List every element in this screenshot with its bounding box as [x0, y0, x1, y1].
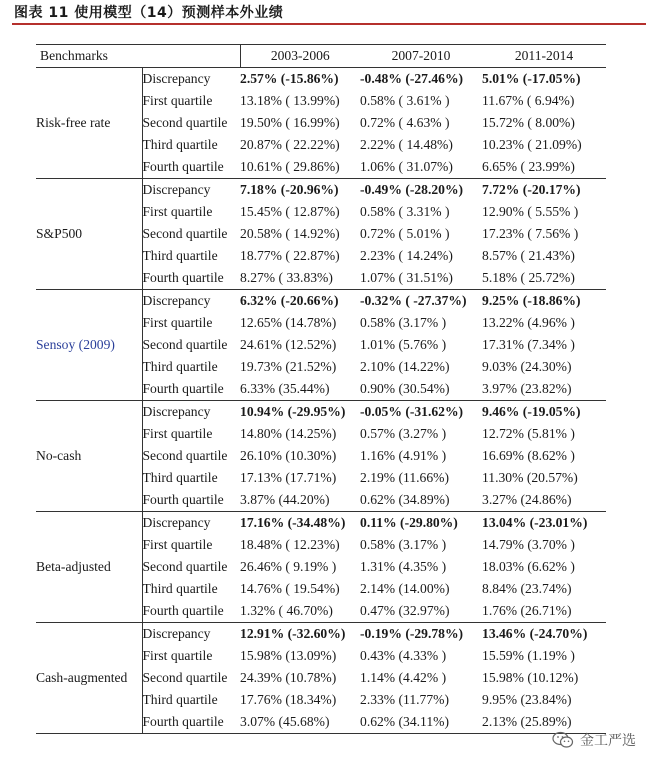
value-cell: 3.07% (45.68%): [240, 711, 360, 734]
value-cell: 1.16% (4.91% ): [360, 448, 447, 463]
value-cell: 7.18% (-20.96%): [240, 182, 339, 197]
value-cell: 2.57% (-15.86%): [240, 71, 339, 86]
metric-label: Second quartile: [142, 337, 228, 352]
caption-divider: [12, 23, 646, 25]
value-cell: 1.01% (5.76% ): [360, 337, 447, 352]
benchmark-name: Cash-augmented: [36, 623, 142, 734]
table-row: [36, 401, 606, 424]
value-cell: 2.19% (11.66%): [360, 470, 449, 485]
metric-label: Discrepancy: [142, 293, 211, 308]
metric-label: Discrepancy: [142, 404, 211, 419]
value-cell: 1.31% (4.35% ): [360, 559, 447, 574]
value-cell: 17.76% (18.34%): [240, 692, 337, 707]
value-cell: 8.27% ( 33.83%): [240, 267, 360, 290]
value-cell: 1.76% (26.71%): [482, 600, 606, 623]
wechat-icon: [552, 731, 574, 749]
value-cell: 15.59% (1.19% ): [482, 648, 575, 663]
value-cell: 26.10% (10.30%): [240, 448, 337, 463]
value-cell: 2.13% (25.89%): [482, 711, 606, 734]
value-cell: 2.23% ( 14.24%): [360, 248, 453, 263]
value-cell: 0.90% (30.54%): [360, 378, 482, 401]
value-cell: 10.94% (-29.95%): [240, 404, 346, 419]
table-row: [36, 290, 606, 313]
value-cell: 19.73% (21.52%): [240, 359, 337, 374]
value-cell: 7.72% (-20.17%): [482, 182, 581, 197]
figure-caption: 图表 11 使用模型（14）预测样本外业绩: [14, 5, 284, 21]
value-cell: 12.72% (5.81% ): [482, 426, 575, 441]
value-cell: 0.72% ( 4.63% ): [360, 115, 450, 130]
metric-label: Discrepancy: [142, 71, 211, 86]
value-cell: 19.50% ( 16.99%): [240, 115, 340, 130]
table-row: [36, 179, 606, 202]
value-cell: 3.87% (44.20%): [240, 489, 360, 512]
metric-label: Third quartile: [142, 470, 218, 485]
metric-label: Fourth quartile: [142, 711, 240, 734]
metric-label: Fourth quartile: [142, 156, 240, 179]
value-cell: 17.31% (7.34% ): [482, 337, 575, 352]
value-cell: -0.05% (-31.62%): [360, 404, 464, 419]
header-period-3: 2011-2014: [482, 45, 606, 68]
metric-label: Third quartile: [142, 248, 218, 263]
header-period-1: 2003-2006: [240, 45, 360, 68]
value-cell: 12.90% ( 5.55% ): [482, 204, 579, 219]
value-cell: 24.39% (10.78%): [240, 670, 337, 685]
value-cell: 8.84% (23.74%): [482, 581, 572, 596]
value-cell: 0.62% (34.11%): [360, 711, 482, 734]
value-cell: 0.58% ( 3.61% ): [360, 93, 450, 108]
value-cell: 15.72% ( 8.00%): [482, 115, 575, 130]
value-cell: 9.25% (-18.86%): [482, 293, 581, 308]
value-cell: 0.43% (4.33% ): [360, 648, 447, 663]
value-cell: 17.16% (-34.48%): [240, 515, 346, 530]
value-cell: 20.58% ( 14.92%): [240, 226, 340, 241]
value-cell: 13.22% (4.96% ): [482, 315, 575, 330]
metric-label: Third quartile: [142, 359, 218, 374]
value-cell: 10.61% ( 29.86%): [240, 156, 360, 179]
value-cell: 20.87% ( 22.22%): [240, 137, 340, 152]
table-row: [36, 68, 606, 91]
metric-label: Second quartile: [142, 448, 228, 463]
value-cell: 9.03% (24.30%): [482, 359, 572, 374]
metric-label: First quartile: [142, 204, 213, 219]
value-cell: 26.46% ( 9.19% ): [240, 559, 337, 574]
metric-label: Second quartile: [142, 226, 228, 241]
value-cell: 14.79% (3.70% ): [482, 537, 575, 552]
header-benchmarks: Benchmarks: [36, 45, 240, 68]
watermark-text: 金工严选: [580, 733, 636, 749]
table-row: [36, 623, 606, 646]
value-cell: 11.30% (20.57%): [482, 470, 578, 485]
value-cell: 15.45% ( 12.87%): [240, 204, 340, 219]
value-cell: 13.18% ( 13.99%): [240, 93, 340, 108]
value-cell: 15.98% (10.12%): [482, 670, 579, 685]
value-cell: -0.32% ( -27.37%): [360, 293, 467, 308]
benchmark-name: Beta-adjusted: [36, 512, 142, 623]
metric-label: Fourth quartile: [142, 378, 240, 401]
benchmark-results-table: [36, 44, 606, 734]
metric-label: First quartile: [142, 315, 213, 330]
benchmark-name: S&P500: [36, 179, 142, 290]
value-cell: 0.72% ( 5.01% ): [360, 226, 450, 241]
value-cell: 2.33% (11.77%): [360, 692, 449, 707]
metric-label: Discrepancy: [142, 515, 211, 530]
watermark: [552, 730, 636, 750]
value-cell: 16.69% (8.62% ): [482, 448, 575, 463]
metric-label: Third quartile: [142, 137, 218, 152]
metric-label: First quartile: [142, 426, 213, 441]
value-cell: 15.98% (13.09%): [240, 648, 337, 663]
value-cell: 24.61% (12.52%): [240, 337, 337, 352]
value-cell: 10.23% ( 21.09%): [482, 137, 582, 152]
value-cell: 9.46% (-19.05%): [482, 404, 581, 419]
value-cell: 0.58% ( 3.31% ): [360, 204, 450, 219]
value-cell: 3.27% (24.86%): [482, 489, 606, 512]
value-cell: 11.67% ( 6.94%): [482, 93, 575, 108]
value-cell: 6.65% ( 23.99%): [482, 156, 606, 179]
value-cell: 18.48% ( 12.23%): [240, 537, 340, 552]
value-cell: 0.62% (34.89%): [360, 489, 482, 512]
value-cell: 5.01% (-17.05%): [482, 71, 581, 86]
value-cell: 1.14% (4.42% ): [360, 670, 447, 685]
value-cell: 2.14% (14.00%): [360, 581, 450, 596]
value-cell: 18.77% ( 22.87%): [240, 248, 340, 263]
value-cell: 1.06% ( 31.07%): [360, 156, 482, 179]
benchmark-name: Risk-free rate: [36, 68, 142, 179]
metric-label: First quartile: [142, 648, 213, 663]
metric-label: Fourth quartile: [142, 267, 240, 290]
value-cell: 0.58% (3.17% ): [360, 315, 447, 330]
metric-label: Third quartile: [142, 692, 218, 707]
value-cell: 17.13% (17.71%): [240, 470, 337, 485]
value-cell: -0.19% (-29.78%): [360, 626, 464, 641]
value-cell: 0.58% (3.17% ): [360, 537, 447, 552]
value-cell: -0.48% (-27.46%): [360, 71, 464, 86]
value-cell: 0.11% (-29.80%): [360, 515, 458, 530]
table-header-row: [36, 45, 606, 68]
metric-label: Second quartile: [142, 559, 228, 574]
value-cell: 12.91% (-32.60%): [240, 626, 346, 641]
header-period-2: 2007-2010: [360, 45, 482, 68]
metric-label: Second quartile: [142, 670, 228, 685]
value-cell: 8.57% ( 21.43%): [482, 248, 575, 263]
metric-label: Fourth quartile: [142, 600, 240, 623]
metric-label: Second quartile: [142, 115, 228, 130]
value-cell: 9.95% (23.84%): [482, 692, 572, 707]
value-cell: 14.76% ( 19.54%): [240, 581, 340, 596]
value-cell: 1.32% ( 46.70%): [240, 600, 360, 623]
value-cell: 18.03% (6.62% ): [482, 559, 575, 574]
value-cell: 13.04% (-23.01%): [482, 515, 588, 530]
benchmark-name-link[interactable]: Sensoy (2009): [36, 290, 142, 401]
value-cell: 1.07% ( 31.51%): [360, 267, 482, 290]
metric-label: First quartile: [142, 93, 213, 108]
value-cell: 5.18% ( 25.72%): [482, 267, 606, 290]
metric-label: Discrepancy: [142, 182, 211, 197]
metric-label: First quartile: [142, 537, 213, 552]
metric-label: Fourth quartile: [142, 489, 240, 512]
value-cell: 6.33% (35.44%): [240, 378, 360, 401]
table-row: [36, 512, 606, 535]
value-cell: 3.97% (23.82%): [482, 378, 606, 401]
value-cell: 17.23% ( 7.56% ): [482, 226, 579, 241]
value-cell: 2.22% ( 14.48%): [360, 137, 453, 152]
value-cell: 13.46% (-24.70%): [482, 626, 588, 641]
value-cell: -0.49% (-28.20%): [360, 182, 464, 197]
value-cell: 0.47% (32.97%): [360, 600, 482, 623]
value-cell: 12.65% (14.78%): [240, 315, 337, 330]
value-cell: 2.10% (14.22%): [360, 359, 450, 374]
metric-label: Third quartile: [142, 581, 218, 596]
benchmark-name: No-cash: [36, 401, 142, 512]
table-body: [36, 68, 606, 734]
value-cell: 6.32% (-20.66%): [240, 293, 339, 308]
metric-label: Discrepancy: [142, 626, 211, 641]
value-cell: 14.80% (14.25%): [240, 426, 337, 441]
value-cell: 0.57% (3.27% ): [360, 426, 447, 441]
